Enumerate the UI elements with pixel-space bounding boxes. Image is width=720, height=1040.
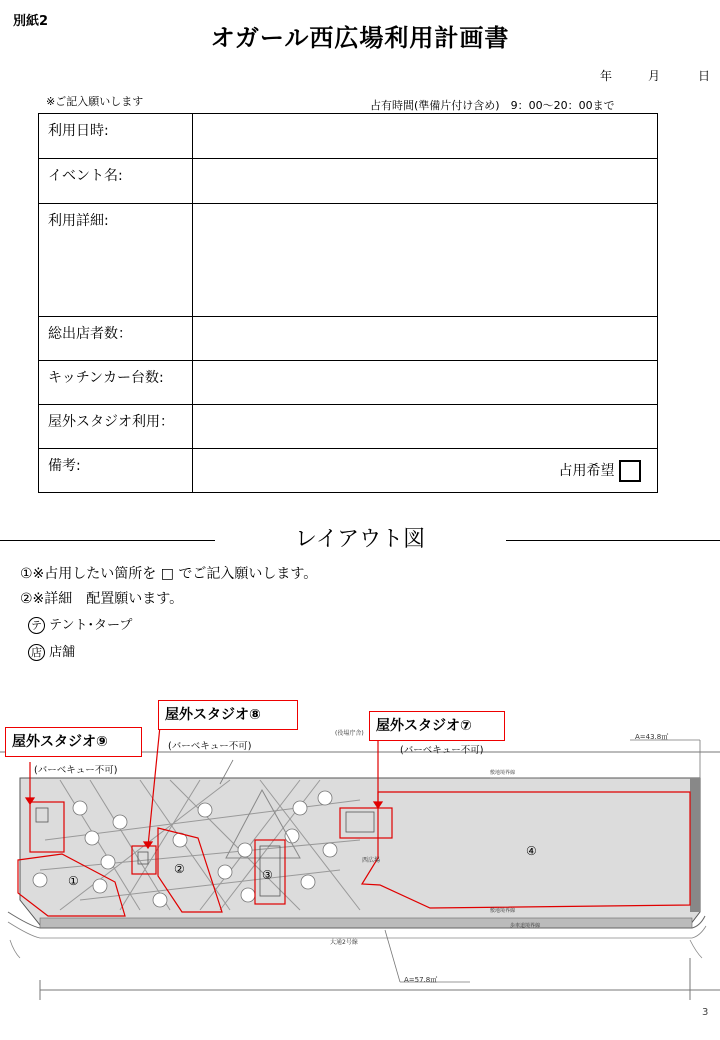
map-sidewalk bbox=[40, 918, 692, 928]
form-label-kitchen-cars: キッチンカー台数: bbox=[39, 361, 193, 405]
area-top-label: A=43.8㎡ bbox=[635, 733, 669, 741]
occupancy-request bbox=[559, 460, 641, 482]
form-field-date[interactable] bbox=[193, 114, 658, 159]
plaza-label: 西広場 bbox=[362, 857, 381, 864]
date-year: 年 bbox=[600, 69, 613, 83]
studio-8-callout: 屋外スタジオ⑧ bbox=[158, 700, 298, 730]
studio-8-note: (バーベキュー不可) bbox=[168, 741, 252, 752]
instruction-1: ①※占用したい箇所を □ でご記入願いします。 bbox=[20, 566, 318, 582]
form-field-studio[interactable] bbox=[193, 405, 658, 449]
form-field-vendors[interactable] bbox=[193, 317, 658, 361]
page-number: 3 bbox=[702, 1007, 709, 1018]
area-4-label: ④ bbox=[526, 844, 537, 858]
map-east-wall bbox=[690, 778, 700, 912]
occupancy-time-note: 占有時間(準備片付け含め) 9：00～20：00まで bbox=[370, 99, 615, 112]
form-row-vendors bbox=[39, 317, 658, 361]
instruction-2: ②※詳細 配置願います。 bbox=[20, 591, 184, 607]
fill-note: ※ご記入願いします bbox=[46, 95, 144, 108]
form-label-studio: 屋外スタジオ利用： bbox=[39, 405, 193, 449]
form-field-remarks[interactable] bbox=[193, 449, 658, 493]
area-1-label: ① bbox=[68, 874, 79, 888]
form-field-details[interactable] bbox=[193, 204, 658, 317]
page-title: オガール西広場利用計画書 bbox=[210, 24, 510, 52]
form-label-details: 利用詳細: bbox=[39, 204, 193, 317]
form-label-vendors: 総出店者数： bbox=[39, 317, 193, 361]
boundary-label-1: 敷地境界線 bbox=[490, 770, 516, 776]
occupancy-request-checkbox[interactable] bbox=[619, 460, 641, 482]
government-label: (役場庁舎) bbox=[335, 730, 364, 737]
plan-form-table bbox=[38, 113, 658, 493]
area-2-label: ② bbox=[174, 862, 185, 876]
studio-9-note: (バーベキュー不可) bbox=[34, 765, 118, 776]
date-month: 月 bbox=[648, 69, 661, 83]
form-row-studio bbox=[39, 405, 658, 449]
legend-tent-symbol: テ bbox=[28, 617, 45, 634]
attachment-label: 別紙2 bbox=[13, 14, 49, 29]
form-row-kitchen-cars bbox=[39, 361, 658, 405]
layout-title: レイアウト図 bbox=[294, 527, 426, 552]
form-label-date: 利用日時: bbox=[39, 114, 193, 159]
form-label-remarks: 備考: bbox=[39, 449, 193, 493]
legend-shop-label: 店舗 bbox=[49, 645, 76, 660]
form-row-remarks bbox=[39, 449, 658, 493]
legend-tent bbox=[28, 614, 132, 634]
studio-7-callout: 屋外スタジオ⑦ bbox=[369, 711, 505, 741]
form-row-details bbox=[39, 204, 658, 317]
form-field-kitchen-cars[interactable] bbox=[193, 361, 658, 405]
legend-shop bbox=[28, 641, 75, 661]
form-row-event bbox=[39, 159, 658, 204]
form-field-event[interactable] bbox=[193, 159, 658, 204]
boundary-label-2: 敷地境界線 bbox=[490, 908, 516, 914]
area-bottom-label: A=57.8㎡ bbox=[404, 976, 438, 984]
area-3-label: ③ bbox=[262, 868, 273, 882]
date-day: 日 bbox=[698, 69, 711, 83]
studio-7-note: (バーベキュー不可) bbox=[400, 745, 484, 756]
legend-tent-label: テント･タープ bbox=[49, 618, 133, 633]
boundary-label-3: 歩車道境界線 bbox=[510, 923, 541, 929]
studio-9-callout: 屋外スタジオ⑨ bbox=[5, 727, 142, 757]
legend-shop-symbol: 店 bbox=[28, 644, 45, 661]
form-row-date bbox=[39, 114, 658, 159]
occupancy-request-label: 占用希望 bbox=[558, 463, 615, 479]
form-label-event: イベント名: bbox=[39, 159, 193, 204]
road-label: 大通2号線 bbox=[330, 939, 358, 946]
